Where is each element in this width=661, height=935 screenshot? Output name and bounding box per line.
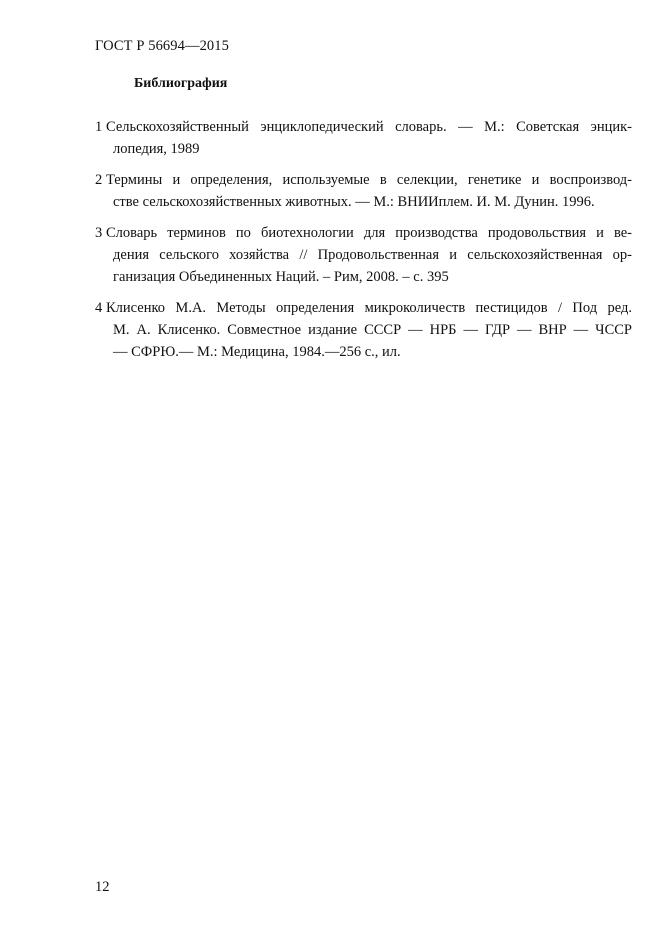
bibliography-entry xyxy=(95,116,632,160)
entry-number: 2 xyxy=(95,172,103,188)
entry-line: ганизация Объединенных Наций. – Рим, 2008. – с. 395 xyxy=(113,269,449,285)
entry-line: Словарь терминов по биотехнологии для производства продовольствия и ве- xyxy=(106,225,632,241)
entry-number: 4 xyxy=(95,300,103,316)
entry-line: М. А. Клисенко. Совместное издание СССР — НРБ — ГДР — ВНР — ЧССР xyxy=(113,322,632,338)
entry-number: 3 xyxy=(95,225,103,241)
bibliography-entry xyxy=(95,169,632,213)
entry-line: стве сельскохозяйственных животных. — М.: ВНИИплем. И. М. Дунин. 1996. xyxy=(113,194,595,210)
entry-line: — СФРЮ.— М.: Медицина, 1984.—256 с., ил. xyxy=(113,344,401,360)
bibliography-list xyxy=(95,116,632,372)
section-title: Библиография xyxy=(134,76,228,91)
entry-line: Сельскохозяйственный энциклопедический словарь. — М.: Советская энцик- xyxy=(106,119,632,135)
entry-text xyxy=(106,116,632,160)
bibliography-entry xyxy=(95,222,632,288)
entry-text xyxy=(106,222,632,288)
entry-line: дения сельского хозяйства // Продовольственная и сельскохозяйственная ор- xyxy=(113,247,632,263)
document-code: ГОСТ Р 56694—2015 xyxy=(95,38,229,54)
entry-text xyxy=(106,297,632,363)
entry-line: лопедия, 1989 xyxy=(113,141,200,157)
bibliography-entry xyxy=(95,297,632,363)
entry-text xyxy=(106,169,632,213)
page-number: 12 xyxy=(95,879,110,895)
entry-number: 1 xyxy=(95,119,103,135)
entry-line: Термины и определения, используемые в селекции, генетике и воспроизвод- xyxy=(106,172,632,188)
entry-line: Клисенко М.А. Методы определения микроколичеств пестицидов / Под ред. xyxy=(106,300,632,316)
